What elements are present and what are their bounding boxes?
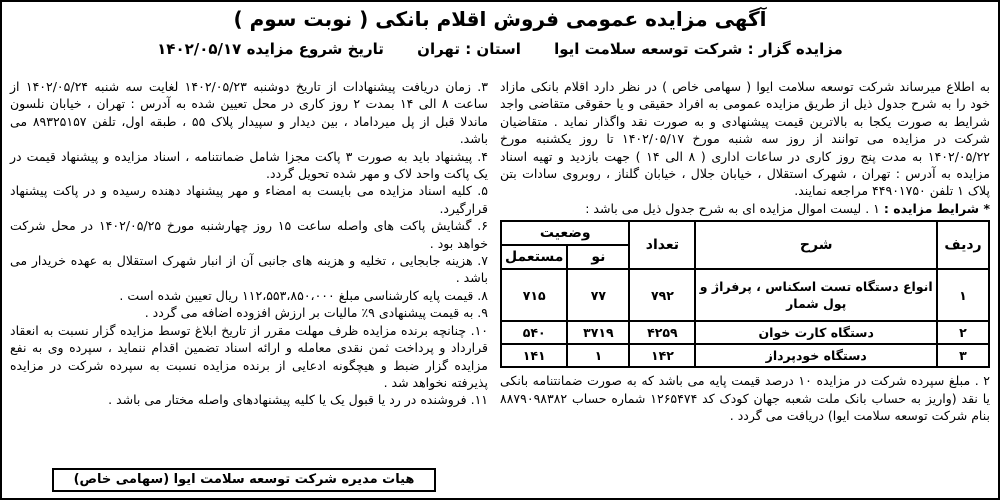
cell-row: ۱	[937, 269, 989, 321]
conditions-heading: * شرایط مزایده :	[883, 200, 990, 216]
start-date: تاریخ شروع مزایده ۱۴۰۲/۰۵/۱۷	[157, 40, 384, 58]
condition-9: ۹. به قیمت پیشنهادی ۹٪ مالیات بر ارزش افزوده اضافه می گردد .	[144, 305, 488, 321]
table-row	[501, 269, 989, 321]
cell-desc: انواع دستگاه تست اسکناس ، پرفراژ و پول شمار	[695, 269, 937, 321]
condition-4: ۴. پیشنهاد باید به صورت ۳ پاکت مجزا شامل ضمانتنامه ، اسناد مزایده و پیشنهاد قیمت در یک پاکت واحد لاک و مهر شده تحویل گردد.	[10, 148, 488, 182]
auctioneer: مزایده گزار : شرکت توسعه سلامت ایوا	[554, 40, 843, 58]
condition-3: ۳. زمان دریافت پیشنهادات از تاریخ دوشنبه ۱۴۰۲/۰۵/۲۳ لغایت سه شنبه ۱۴۰۲/۰۵/۲۴ از ساعت ۸ الی ۱۴ بمدت ۲ روز کاری در محل تعیین شده به آدرس : تهران ، خیابان نلسون ماندلا قبل از پل میرداماد ، بین دیدار و سپیدار پلاک ۵۵ ، طبقه اول، تلفن ۸۹۳۲۵۱۵۷ می باشد.	[10, 79, 489, 147]
col-header-count: تعداد	[629, 221, 695, 269]
cell-new: ۷۷	[567, 269, 629, 321]
cell-desc: دستگاه خودپرداز	[695, 344, 937, 367]
col-header-used: مستعمل	[501, 245, 567, 269]
cell-new: ۱	[567, 344, 629, 367]
condition-10: ۱۰. چنانچه برنده مزایده ظرف مهلت مقرر از تاریخ ابلاغ توسط مزایده گزار نسبت به انعقاد قرارداد و پرداخت ثمن نقدی معامله و ارائه اسناد تضمین اقدام ننماید ، سپرده وی به نفع مزایده گزار ضبط و هیچگونه ادعایی از برنده مزایده نسبت به سپرده شرکت در مزایده پذیرفته نخواهد شد .	[10, 322, 488, 390]
cell-count: ۴۲۵۹	[629, 321, 695, 344]
col-header-row: ردیف	[937, 221, 989, 269]
cell-count: ۷۹۲	[629, 269, 695, 321]
condition-2: ۲ . مبلغ سپرده شرکت در مزایده ۱۰ درصد قیمت پایه می باشد که به صورت ضمانتنامه بانکی یا نقد (واریز به حساب بانک ملت شعبه جهان کودک کد ۱۲۶۵۴۷۴ شماره حساب ۸۸۷۹۰۹۸۳۸۲ بنام شرکت توسعه سلامت ایوا) دریافت می گردد .	[500, 373, 991, 424]
board-signature: هیات مدیره شرکت توسعه سلامت ایوا (سهامی خاص)	[52, 468, 436, 492]
table-row	[501, 344, 989, 367]
condition-6: ۶. گشایش پاکت های واصله ساعت ۱۵ روز چهارشنبه مورخ ۱۴۰۲/۰۵/۲۵ در محل شرکت خواهد بود .	[10, 218, 488, 251]
table-row	[501, 321, 989, 344]
intro-paragraph: به اطلاع میرساند شرکت توسعه سلامت ایوا ( سهامی خاص ) در نظر دارد اقلام بانکی مازاد خود را به شرح جدول ذیل از طریق مزایده عمومی به افراد حقیقی و یا حقوقی متقاضی واجد شرایط به صورت یکجا به بالاترین قیمت پیشنهادی و به صورت نقد واگذار نماید . متقاضیان شرکت در مزایده می توانند از روز سه شنبه مورخ ۱۴۰۲/۰۵/۱۷ تا روز یکشنبه مورخ ۱۴۰۲/۰۵/۲۲ به مدت پنج روز کاری در ساعات اداری ( ۸ الی ۱۴ ) جهت بازدید و تهیه اسناد مزایده به آدرس : تهران ، شهرک استقلال ، خیابان جلال ، خیابان گلناز ، روبروی سادات بتن پلاک ۱ تلفن ۴۴۹۰۱۷۵۰ مراجعه نمایند.	[500, 79, 990, 199]
cell-used: ۷۱۵	[501, 269, 567, 321]
condition-1: ۱ . لیست اموال مزایده ای به شرح جدول ذیل می باشد :	[585, 200, 880, 216]
notice-subline	[2, 36, 998, 62]
cell-row: ۲	[937, 321, 989, 344]
items-table	[500, 220, 990, 368]
conditions-line	[500, 200, 990, 217]
condition-5: ۵. کلیه اسناد مزایده می بایست به امضاء و مهر پیشنهاد دهنده رسیده و در پاکت پیشنهاد قرارگیرد.	[10, 183, 488, 216]
col-header-new: نو	[567, 245, 629, 269]
right-column	[500, 78, 990, 494]
col-header-status: وضعیت	[501, 221, 629, 245]
condition-11: ۱۱. فروشنده در رد یا قبول یک یا کلیه پیشنهادهای واصله مختار می باشد .	[108, 392, 488, 408]
province: استان : تهران	[417, 40, 521, 58]
col-header-desc: شرح	[695, 221, 937, 269]
cell-row: ۳	[937, 344, 989, 367]
cell-desc: دستگاه کارت خوان	[695, 321, 937, 344]
cell-used: ۱۴۱	[501, 344, 567, 367]
cell-used: ۵۴۰	[501, 321, 567, 344]
cell-new: ۳۷۱۹	[567, 321, 629, 344]
cell-count: ۱۴۲	[629, 344, 695, 367]
condition-7: ۷. هزینه جابجایی ، تخلیه و هزینه های جانبی آن از انبار شهرک استقلال به عهده خریدار می باشد .	[10, 253, 488, 286]
notice-header	[2, 4, 998, 62]
left-column	[10, 78, 488, 494]
notice-title: آگهی مزایده عمومی فروش اقلام بانکی ( نوبت سوم )	[233, 7, 767, 31]
condition-8: ۸. قیمت پایه کارشناسی مبلغ ۱۱۲،۵۵۳،۸۵۰،۰۰۰ ریال تعیین شده است .	[119, 287, 488, 303]
